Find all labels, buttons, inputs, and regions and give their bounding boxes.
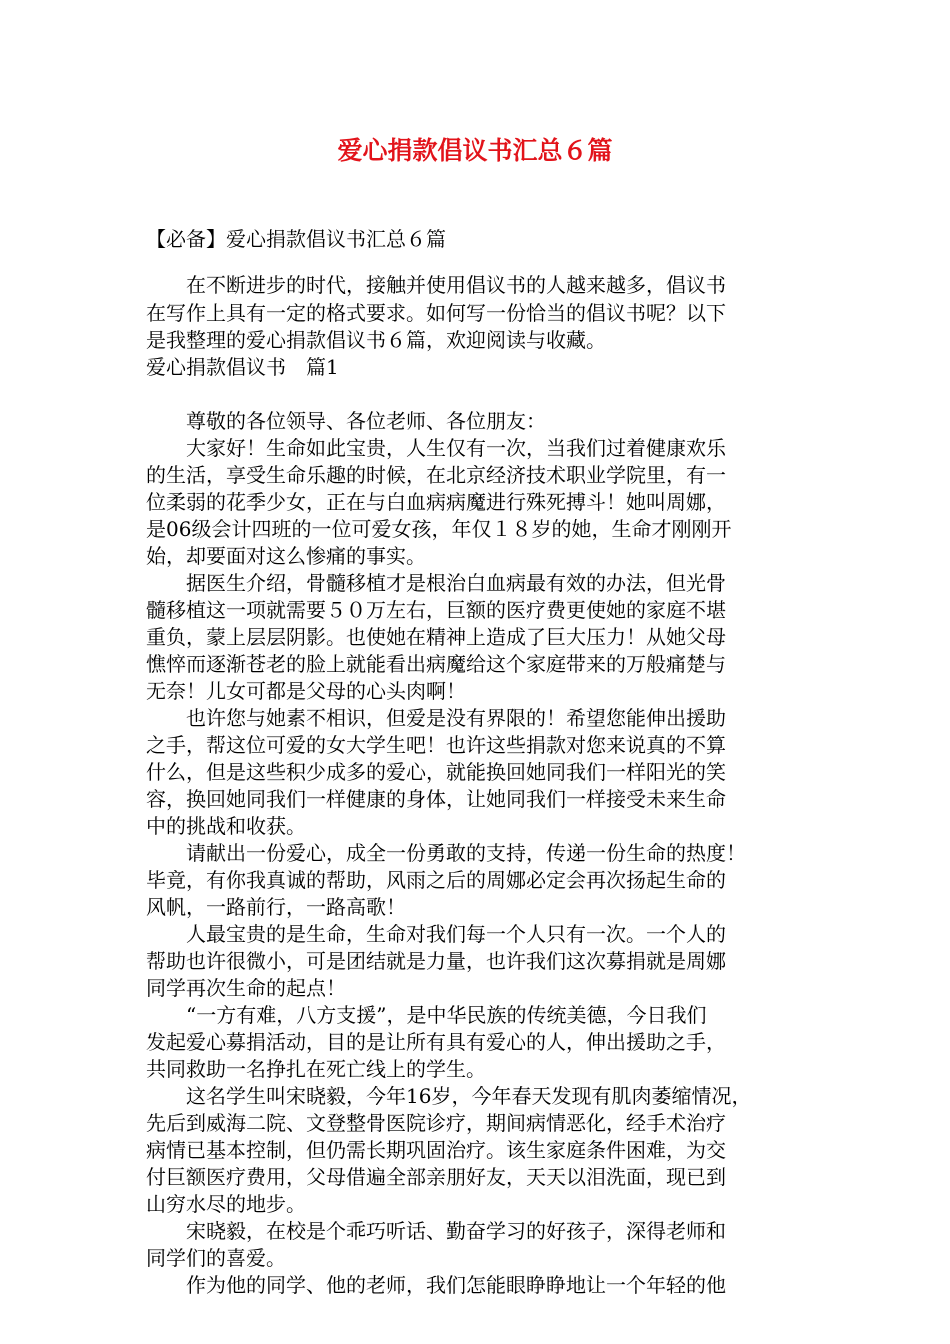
body-line: 也许您与她素不相识，但爱是没有界限的！希望您能伸出援助	[146, 706, 726, 730]
body-line: 中的挑战和收获。	[146, 814, 306, 838]
body-line: 大家好！生命如此宝贵，人生仅有一次，当我们过着健康欢乐	[146, 436, 726, 460]
body-line: 重负，蒙上层层阴影。也使她在精神上造成了巨大压力！从她父母	[146, 625, 726, 649]
body-line: 山穷水尽的地步。	[146, 1192, 306, 1216]
body-line: 先后到威海二院、文登整骨医院诊疗，期间病情恶化，经手术治疗	[146, 1111, 726, 1135]
body-line: 同学再次生命的起点！	[146, 976, 346, 1000]
body-line: 作为他的同学、他的老师，我们怎能眼睁睁地让一个年轻的他	[146, 1273, 726, 1297]
body-line: 髓移植这一项就需要５０万左右，巨额的医疗费更使她的家庭不堪	[146, 598, 726, 622]
body-line: 人最宝贵的是生命，生命对我们每一个人只有一次。一个人的	[146, 922, 726, 946]
subtitle-line: 【必备】爱心捐款倡议书汇总６篇	[146, 227, 446, 251]
body-line: 是06级会计四班的一位可爱女孩，年仅１８岁的她，生命才刚刚开	[146, 517, 732, 541]
body-line: 是我整理的爱心捐款倡议书６篇，欢迎阅读与收藏。	[146, 328, 606, 352]
body-line: 病情已基本控制，但仍需长期巩固治疗。该生家庭条件困难，为交	[146, 1138, 726, 1162]
body-line: 什么，但是这些积少成多的爱心，就能换回她同我们一样阳光的笑	[146, 760, 726, 784]
body-line: 在写作上具有一定的格式要求。如何写一份恰当的倡议书呢？以下	[146, 301, 726, 325]
body-line: 始，却要面对这么惨痛的事实。	[146, 544, 426, 568]
body-line: 之手，帮这位可爱的女大学生吧！也许这些捐款对您来说真的不算	[146, 733, 726, 757]
body-line: 在不断进步的时代，接触并使用倡议书的人越来越多，倡议书	[146, 273, 726, 297]
body-line: 同学们的喜爱。	[146, 1246, 286, 1270]
document-title: 爱心捐款倡议书汇总６篇	[337, 136, 613, 165]
body-line: 宋晓毅，在校是个乖巧听话、勤奋学习的好孩子，深得老师和	[146, 1219, 726, 1243]
body-line: 无奈！儿女可都是父母的心头肉啊！	[146, 679, 466, 703]
body-line: 容，换回她同我们一样健康的身体，让她同我们一样接受未来生命	[146, 787, 726, 811]
body-line: 位柔弱的花季少女，正在与白血病病魔进行殊死搏斗！她叫周娜，	[146, 490, 726, 514]
body-line: 请献出一份爱心，成全一份勇敢的支持，传递一份生命的热度！	[146, 841, 746, 865]
body-line: 风帆，一路前行，一路高歌！	[146, 895, 406, 919]
body-line: 共同救助一名挣扎在死亡线上的学生。	[146, 1057, 486, 1081]
body-line: 帮助也许很微小，可是团结就是力量，也许我们这次募捐就是周娜	[146, 949, 726, 973]
body-line: 爱心捐款倡议书 篇1	[146, 355, 339, 379]
body-line: 尊敬的各位领导、各位老师、各位朋友：	[146, 409, 546, 433]
body-line: “一方有难，八方支援”，是中华民族的传统美德，今日我们	[146, 1003, 707, 1027]
body-line: 付巨额医疗费用，父母借遍全部亲朋好友，天天以泪洗面，现已到	[146, 1165, 726, 1189]
body-line: 这名学生叫宋晓毅，今年16岁，今年春天发现有肌肉萎缩情况，	[146, 1084, 752, 1108]
body-line: 憔悴而逐渐苍老的脸上就能看出病魔给这个家庭带来的万般痛楚与	[146, 652, 726, 676]
body-line: 毕竟，有你我真诚的帮助，风雨之后的周娜必定会再次扬起生命的	[146, 868, 726, 892]
body-line: 据医生介绍，骨髓移植才是根治白血病最有效的办法，但光骨	[146, 571, 726, 595]
body-line: 的生活，享受生命乐趣的时候，在北京经济技术职业学院里，有一	[146, 463, 726, 487]
body-line: 发起爱心募捐活动，目的是让所有具有爱心的人，伸出援助之手，	[146, 1030, 726, 1054]
